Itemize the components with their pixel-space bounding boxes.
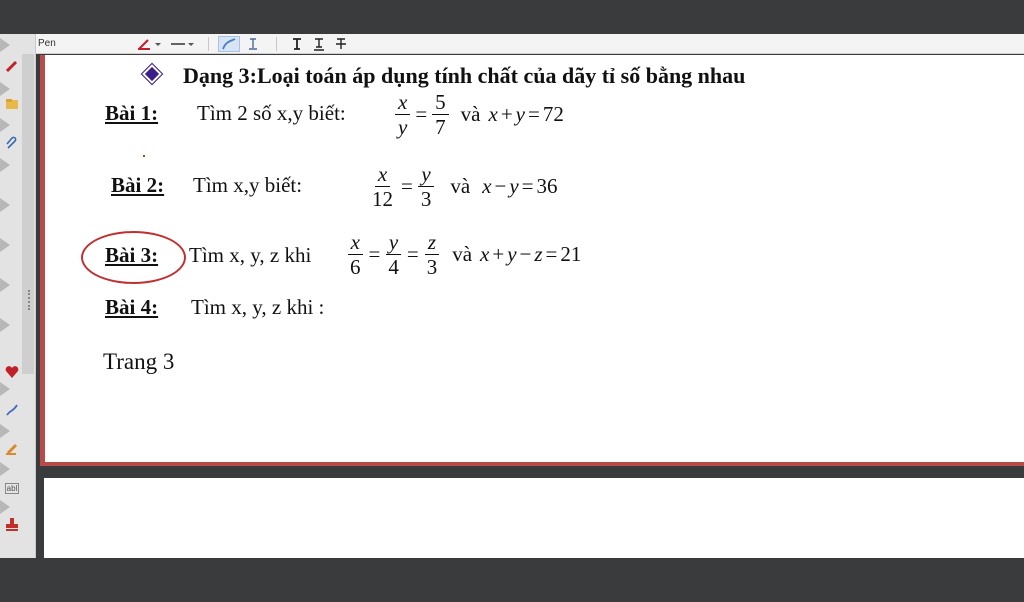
text-strike-icon <box>334 37 348 51</box>
variable: y <box>515 102 525 126</box>
numerator: x <box>395 91 410 115</box>
attachment-button[interactable] <box>2 134 22 154</box>
numerator: z <box>425 231 439 255</box>
equals-sign: = <box>401 174 413 198</box>
denominator: 7 <box>435 115 446 139</box>
problem-1-text: Tìm 2 số x,y biết: <box>197 101 346 125</box>
sidebar-marker <box>0 318 10 332</box>
numerator: y <box>386 231 401 255</box>
pen-color-dropdown[interactable] <box>134 36 168 52</box>
pen-icon <box>4 58 20 74</box>
variable: x <box>488 102 498 126</box>
sidebar-marker <box>0 382 10 396</box>
bold-text-button[interactable] <box>288 36 306 52</box>
conjunction: và <box>450 174 471 198</box>
sidebar-marker <box>0 158 10 172</box>
equals-sign: = <box>528 102 540 126</box>
highlighter-button[interactable] <box>2 438 22 458</box>
conjunction: và <box>452 242 473 266</box>
eraser-icon <box>245 37 261 51</box>
folder-button[interactable] <box>2 94 22 114</box>
sidebar-marker <box>0 198 10 212</box>
operator: − <box>519 242 532 266</box>
number: 21 <box>560 242 582 266</box>
stamp-button[interactable] <box>2 514 22 534</box>
window-bottom-bar <box>0 558 1024 602</box>
pen-toolbar <box>0 34 1024 54</box>
problem-4-text: Tìm x, y, z khi : <box>191 295 325 319</box>
conjunction: và <box>460 102 481 126</box>
problem-3-label: Bài 3: <box>105 243 159 267</box>
textbox-button[interactable] <box>2 478 22 498</box>
fraction <box>369 163 396 210</box>
denominator: 3 <box>420 187 432 211</box>
operator: − <box>494 174 507 198</box>
favorite-button[interactable] <box>2 362 22 382</box>
text-bold-icon <box>290 37 304 51</box>
next-document-page <box>40 478 1024 558</box>
fraction <box>424 231 441 278</box>
sidebar-scroll-track[interactable] <box>22 54 34 374</box>
pen-tool-button[interactable] <box>2 56 22 76</box>
strike-text-button[interactable] <box>332 36 350 52</box>
problem-3-text: Tìm x, y, z khi <box>189 243 312 267</box>
number: 36 <box>536 174 558 198</box>
brush-icon <box>4 402 20 418</box>
folder-icon <box>4 96 20 112</box>
pen-label: Pen <box>38 38 56 49</box>
variable: y <box>507 242 517 266</box>
variable: x <box>480 242 490 266</box>
highlighter-icon <box>4 440 20 456</box>
problem-4-label: Bài 4: <box>105 295 159 319</box>
line-style-icon <box>169 37 195 51</box>
equals-sign: = <box>545 242 558 266</box>
fraction <box>418 163 435 210</box>
section-heading: Dạng 3:Loại toán áp dụng tính chất của dãy tỉ số bằng nhau <box>183 63 746 88</box>
equals-sign: = <box>521 174 534 198</box>
fraction <box>395 91 410 138</box>
variable: z <box>534 242 543 266</box>
freehand-button[interactable] <box>218 36 240 52</box>
operator: + <box>492 242 505 266</box>
textbox-icon: abl <box>6 483 18 493</box>
sidebar-marker <box>0 278 10 292</box>
problem-2-label: Bài 2: <box>111 173 165 197</box>
freehand-icon <box>221 37 237 51</box>
sidebar-marker <box>0 38 10 52</box>
line-style-dropdown[interactable] <box>168 36 196 52</box>
variable: y <box>509 174 519 198</box>
problem-1-label: Bài 1: <box>105 101 159 125</box>
fraction <box>347 231 364 278</box>
problem-3-equation <box>345 231 581 278</box>
denominator: 3 <box>426 255 438 279</box>
denominator: 12 <box>372 187 393 211</box>
sidebar-marker <box>0 500 10 514</box>
brush-button[interactable] <box>2 400 22 420</box>
diamond-bullet-icon <box>142 64 162 84</box>
document-page <box>40 55 1024 466</box>
underline-text-button[interactable] <box>310 36 328 52</box>
eraser-button[interactable] <box>242 36 264 52</box>
splitter-handle[interactable] <box>28 290 31 310</box>
numerator: y <box>418 163 433 187</box>
numerator: x <box>348 231 363 255</box>
fraction <box>432 91 449 138</box>
text-underline-icon <box>312 37 326 51</box>
problem-1-equation <box>393 91 564 138</box>
annotation-dot <box>143 155 145 157</box>
heart-icon <box>4 364 20 380</box>
denominator: 4 <box>388 255 399 279</box>
denominator: 6 <box>350 255 361 279</box>
pen-color-icon <box>136 37 166 51</box>
sidebar-marker <box>0 424 10 438</box>
numerator: 5 <box>432 91 449 115</box>
equals-sign: = <box>415 102 428 126</box>
equals-sign: = <box>406 242 419 266</box>
number: 72 <box>542 102 564 126</box>
sidebar-marker <box>0 238 10 252</box>
problem-2-equation <box>367 163 558 210</box>
sidebar-marker <box>0 462 10 476</box>
problem-2-text: Tìm x,y biết: <box>193 173 303 197</box>
stamp-icon <box>4 516 20 532</box>
attachment-icon <box>4 136 20 152</box>
denominator: y <box>398 115 408 139</box>
sidebar-marker <box>0 118 10 132</box>
window-top-bar <box>0 0 1024 34</box>
variable: x <box>482 174 492 198</box>
page-note: Trang 3 <box>103 349 175 374</box>
operator: + <box>500 102 513 126</box>
equals-sign: = <box>368 242 381 266</box>
numerator: x <box>375 163 390 187</box>
fraction <box>385 231 402 278</box>
